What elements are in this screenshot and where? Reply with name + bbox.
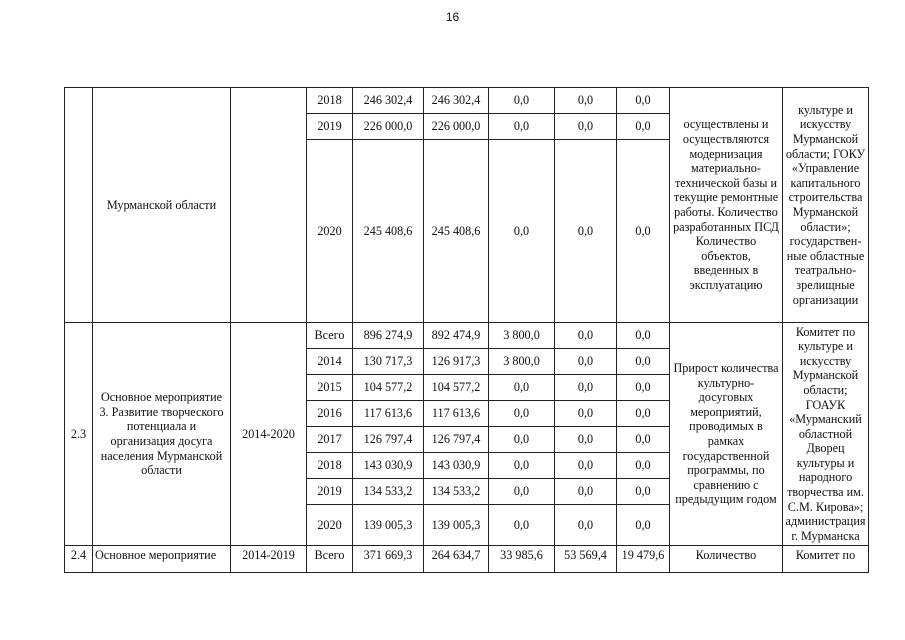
local-budget-cell: 0,0 xyxy=(555,323,617,349)
year-cell: Всего xyxy=(307,546,353,573)
regional-budget-cell: 126 797,4 xyxy=(424,427,489,453)
federal-budget-cell: 0,0 xyxy=(489,401,555,427)
federal-budget-cell: 0,0 xyxy=(489,140,555,323)
local-budget-cell: 0,0 xyxy=(555,88,617,114)
regional-budget-cell: 143 030,9 xyxy=(424,453,489,479)
local-budget-cell: 0,0 xyxy=(555,453,617,479)
regional-budget-cell: 126 917,3 xyxy=(424,349,489,375)
local-budget-cell: 0,0 xyxy=(555,349,617,375)
federal-budget-cell: 0,0 xyxy=(489,479,555,505)
other-sources-cell: 0,0 xyxy=(617,479,670,505)
local-budget-cell: 0,0 xyxy=(555,427,617,453)
local-budget-cell: 0,0 xyxy=(555,140,617,323)
year-cell: 2015 xyxy=(307,375,353,401)
program-table xyxy=(64,87,869,573)
regional-budget-cell: 226 000,0 xyxy=(424,114,489,140)
total-cell: 126 797,4 xyxy=(353,427,424,453)
other-sources-cell: 0,0 xyxy=(617,114,670,140)
total-cell: 117 613,6 xyxy=(353,401,424,427)
regional-budget-cell: 264 634,7 xyxy=(424,546,489,573)
table-row xyxy=(65,546,869,573)
federal-budget-cell: 3 800,0 xyxy=(489,323,555,349)
federal-budget-cell: 33 985,6 xyxy=(489,546,555,573)
total-cell: 134 533,2 xyxy=(353,479,424,505)
other-sources-cell: 0,0 xyxy=(617,140,670,323)
regional-budget-cell: 117 613,6 xyxy=(424,401,489,427)
indicator-cell: осуществлены и осуществляются модернизация материально-технической базы и текущие ремонтные работы. Количество разработанных ПСД Количество объектов, введенных в эксплуатацию xyxy=(670,88,783,323)
regional-budget-cell: 245 408,6 xyxy=(424,140,489,323)
other-sources-cell: 19 479,6 xyxy=(617,546,670,573)
other-sources-cell: 0,0 xyxy=(617,349,670,375)
executor-cell: Комитет по xyxy=(783,546,869,573)
indicator-cell: Прирост количества культурно-досуговых мероприятий, проводимых в рамках государственной программы, по сравнению с предыдущим годом xyxy=(670,323,783,546)
regional-budget-cell: 134 533,2 xyxy=(424,479,489,505)
other-sources-cell: 0,0 xyxy=(617,453,670,479)
other-sources-cell: 0,0 xyxy=(617,375,670,401)
year-cell: 2018 xyxy=(307,453,353,479)
year-cell: Всего xyxy=(307,323,353,349)
local-budget-cell: 0,0 xyxy=(555,505,617,546)
federal-budget-cell: 0,0 xyxy=(489,114,555,140)
page-number: 16 xyxy=(445,10,460,24)
row-number-cell xyxy=(65,88,93,323)
total-cell: 104 577,2 xyxy=(353,375,424,401)
total-cell: 896 274,9 xyxy=(353,323,424,349)
other-sources-cell: 0,0 xyxy=(617,427,670,453)
local-budget-cell: 53 569,4 xyxy=(555,546,617,573)
year-cell: 2017 xyxy=(307,427,353,453)
federal-budget-cell: 3 800,0 xyxy=(489,349,555,375)
measure-name-cell: Мурманской области xyxy=(93,88,231,323)
year-cell: 2020 xyxy=(307,140,353,323)
total-cell: 245 408,6 xyxy=(353,140,424,323)
total-cell: 139 005,3 xyxy=(353,505,424,546)
federal-budget-cell: 0,0 xyxy=(489,427,555,453)
local-budget-cell: 0,0 xyxy=(555,479,617,505)
period-cell xyxy=(231,88,307,323)
federal-budget-cell: 0,0 xyxy=(489,453,555,479)
executor-cell: Комитет по культуре и искусству Мурманской области; ГОАУК «Мурманский областной Дворец культуры и народного творчества им. С.М. Кирова»; администрация г. Мурманска xyxy=(783,323,869,546)
regional-budget-cell: 104 577,2 xyxy=(424,375,489,401)
local-budget-cell: 0,0 xyxy=(555,375,617,401)
year-cell: 2018 xyxy=(307,88,353,114)
indicator-cell: Количество xyxy=(670,546,783,573)
executor-cell: культуре и искусству Мурманской области; ГОКУ «Управление капитального строительства Мурманской области»; государствен-ные областные театрально-зрелищные организации xyxy=(783,88,869,323)
local-budget-cell: 0,0 xyxy=(555,114,617,140)
total-cell: 143 030,9 xyxy=(353,453,424,479)
table-row xyxy=(65,88,869,114)
year-cell: 2020 xyxy=(307,505,353,546)
total-cell: 246 302,4 xyxy=(353,88,424,114)
measure-name-cell: Основное мероприятие 3. Развитие творческого потенциала и организация досуга населения Мурманской области xyxy=(93,323,231,546)
other-sources-cell: 0,0 xyxy=(617,505,670,546)
year-cell: 2019 xyxy=(307,114,353,140)
year-cell: 2014 xyxy=(307,349,353,375)
year-cell: 2016 xyxy=(307,401,353,427)
total-cell: 371 669,3 xyxy=(353,546,424,573)
other-sources-cell: 0,0 xyxy=(617,401,670,427)
federal-budget-cell: 0,0 xyxy=(489,505,555,546)
regional-budget-cell: 892 474,9 xyxy=(424,323,489,349)
row-number-cell: 2.4 xyxy=(65,546,93,573)
measure-name-cell: Основное мероприятие xyxy=(93,546,231,573)
table-row xyxy=(65,323,869,349)
federal-budget-cell: 0,0 xyxy=(489,88,555,114)
local-budget-cell: 0,0 xyxy=(555,401,617,427)
year-cell: 2019 xyxy=(307,479,353,505)
federal-budget-cell: 0,0 xyxy=(489,375,555,401)
other-sources-cell: 0,0 xyxy=(617,323,670,349)
period-cell: 2014-2020 xyxy=(231,323,307,546)
regional-budget-cell: 139 005,3 xyxy=(424,505,489,546)
total-cell: 130 717,3 xyxy=(353,349,424,375)
regional-budget-cell: 246 302,4 xyxy=(424,88,489,114)
row-number-cell: 2.3 xyxy=(65,323,93,546)
period-cell: 2014-2019 xyxy=(231,546,307,573)
other-sources-cell: 0,0 xyxy=(617,88,670,114)
total-cell: 226 000,0 xyxy=(353,114,424,140)
